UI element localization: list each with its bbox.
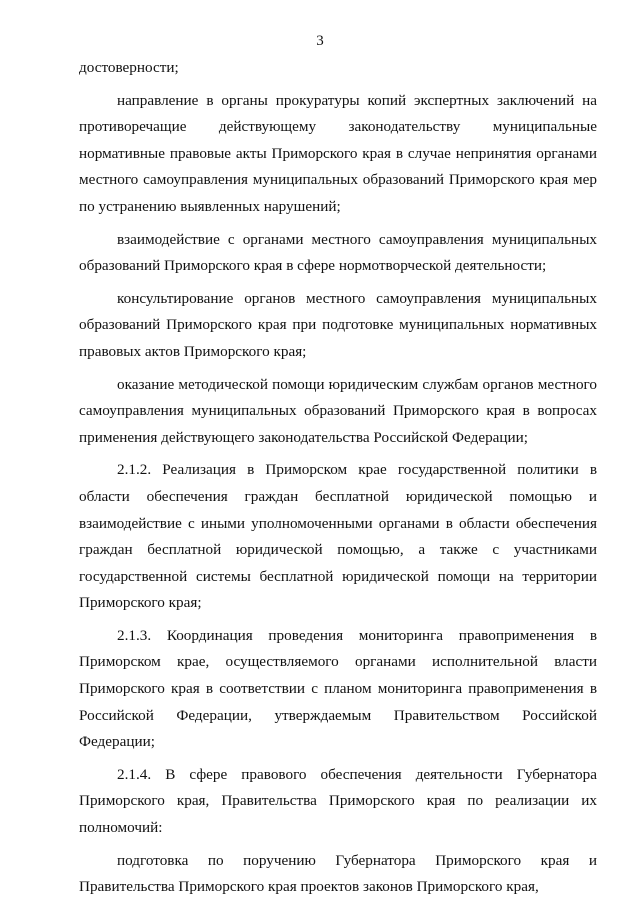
paragraph-2-1-3: 2.1.3. Координация проведения мониторинга правоприменения в Приморском крае, осуществляемого органами исполнительной власти Приморского края в соответствии с планом мониторинга правоприменения в Российской Федерации, утверждаемым Правительством Российской Федерации; [79,626,597,751]
paragraph-methodical-help: оказание методической помощи юридическим службам органов местного самоуправления муниципальных образований Приморского края в вопросах применения действующего законодательства Российской Федерации; [79,375,597,446]
paragraph-2-1-4: 2.1.4. В сфере правового обеспечения деятельности Губернатора Приморского края, Правительства Приморского края по реализации их полномочий: [79,765,597,837]
paragraph-2-1-2: 2.1.2. Реализация в Приморском крае государственной политики в области обеспечения граждан бесплатной юридической помощью и взаимодействие с иными уполномоченными органами в области обеспечения граждан бесплатной юридической помощью, а также с участниками государственной системы бесплатной юридической помощи на территории Приморского края; [79,461,597,612]
page-number: 3 [316,33,324,49]
paragraph-cooperation: взаимодействие с органами местного самоуправления муниципальных образований Приморского края в сфере нормотворческой деятельности; [79,230,597,275]
paragraph-continuation: достоверности; [79,59,179,76]
document-body [79,55,597,907]
paragraph-prosecutor-referral: направление в органы прокуратуры копий экспертных заключений на противоречащие действующему законодательству муниципальные нормативные правовые акты Приморского края в случае непринятия органами местного самоуправления муниципальных образований Приморского края мер по устранению выявленных нарушений; [79,91,597,215]
paragraph-drafting: подготовка по поручению Губернатора Приморского края и Правительства Приморского края проектов законов Приморского края, [79,851,597,896]
paragraph-consulting: консультирование органов местного самоуправления муниципальных образований Приморского края при подготовке муниципальных нормативных правовых актов Приморского края; [79,289,597,360]
